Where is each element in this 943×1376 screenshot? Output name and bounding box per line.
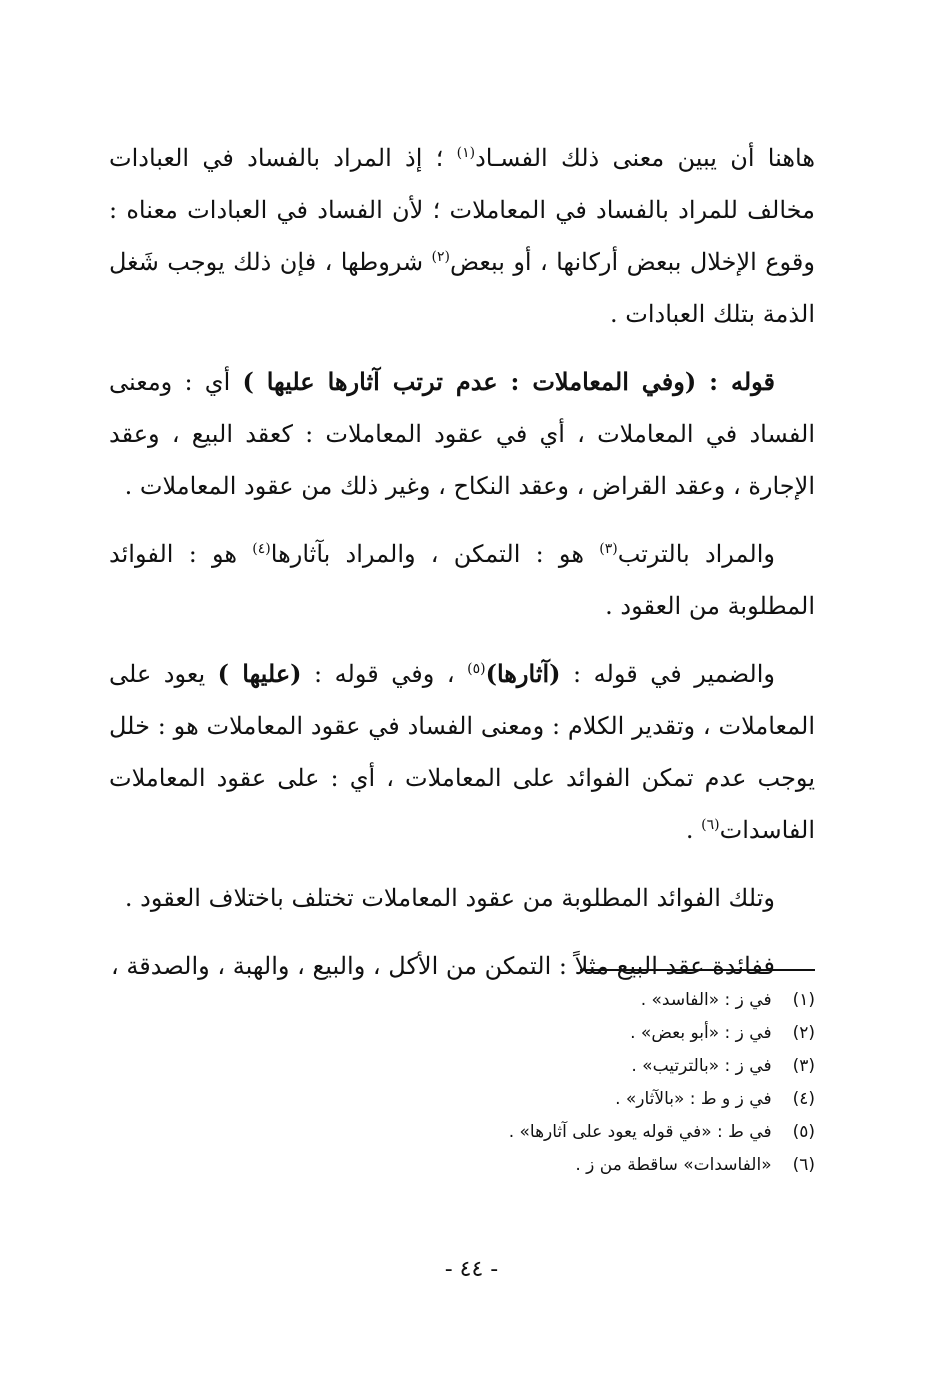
- footnote-text: في ز : «الفاسد» .: [640, 990, 772, 1010]
- paragraph-1: [109, 132, 815, 340]
- footnote-item: [215, 984, 815, 1017]
- footnote-ref: (٦): [701, 817, 720, 833]
- footnotes-list: [215, 984, 815, 1182]
- footnote-number: (١): [792, 990, 815, 1010]
- footnote-ref: (١): [456, 145, 476, 161]
- paragraph-3: [109, 528, 815, 632]
- footnote-ref: (٥): [467, 661, 486, 677]
- page-number: - ٤٤ -: [444, 1257, 499, 1282]
- paragraph-2: [109, 356, 815, 512]
- text-run: .: [685, 816, 702, 844]
- text-run: أي : ومعنى الفساد في المعاملات ، أي في عقود المعاملات : كعقد البيع ، وعقد الإجارة ، وعقد القراض ، وعقد النكاح ، وغير ذلك من عقود المعاملات .: [109, 368, 815, 500]
- footnote-ref: (٢): [431, 249, 451, 265]
- footnote-ref: (٣): [599, 541, 618, 557]
- text-run: ؛ إذ المراد بالفساد في العبادات مخالف للمراد بالفساد في المعاملات ؛ لأن الفساد في العبادات معناه : وقوع الإخلال ببعض أركانها ، أو ببعض: [109, 144, 815, 276]
- footnote-text: في ز : «أبو بعض» .: [630, 1023, 772, 1043]
- footnote-separator: [580, 969, 815, 971]
- footnote-item: [215, 1017, 815, 1050]
- text-run: والضمير في قوله :: [560, 660, 776, 688]
- paragraph-4: [109, 648, 815, 856]
- text-run: ففائدة عقد البيع مثلاً : التمكن من الأكل ، والبيع ، والهبة ، والصدقة ،: [111, 952, 775, 980]
- footnote-number: (٤): [792, 1089, 815, 1109]
- text-run: هو : الفوائد المطلوبة من العقود .: [109, 540, 815, 620]
- text-run: هو : التمكن ، والمراد بآثارها: [270, 540, 600, 568]
- text-run: والمراد بالترتب: [617, 540, 775, 568]
- text-run: شروطها ، فإن ذلك يوجب شَغل الذمة بتلك العبادات .: [109, 248, 815, 328]
- footnote-text: في ز : «بالترتيب» .: [631, 1056, 772, 1076]
- footnote-item: [215, 1116, 815, 1149]
- paragraph-5: [109, 872, 815, 924]
- footnote-number: (٥): [792, 1122, 815, 1142]
- text-run: يعود على المعاملات ، وتقدير الكلام : ومعنى الفساد في عقود المعاملات هو : خلل يوجب عدم تمكن الفوائد على المعاملات ، أي : على عقود المعاملات الفاسدات: [109, 660, 815, 844]
- footnote-number: (٦): [792, 1155, 815, 1175]
- text-run: هاهنا أن يبين معنى ذلك الفسـاد: [475, 144, 815, 172]
- bold-text-run: قوله :: [696, 367, 776, 396]
- main-text: [109, 132, 815, 1008]
- footnote-item: [215, 1149, 815, 1182]
- footnote-text: «الفاسدات» ساقطة من ز .: [575, 1155, 772, 1175]
- bold-text-run: (آثارها): [485, 659, 561, 688]
- footnote-number: (٢): [792, 1023, 815, 1043]
- footnote-item: [215, 1050, 815, 1083]
- footnote-text: في ز و ط : «بالآثار» .: [615, 1089, 772, 1109]
- footnote-item: [215, 1083, 815, 1116]
- footnote-ref: (٤): [252, 541, 271, 557]
- footnote-text: في ط : «في قوله يعود على آثارها» .: [508, 1122, 772, 1142]
- text-run: وتلك الفوائد المطلوبة من عقود المعاملات تختلف باختلاف العقود .: [124, 884, 775, 912]
- bold-text-run: (عليها ): [217, 659, 302, 688]
- bold-text-run: (وفي المعاملات : عدم ترتب آثارها عليها ): [242, 367, 697, 396]
- footnote-number: (٣): [792, 1056, 815, 1076]
- text-run: ، وفي قوله :: [301, 660, 468, 688]
